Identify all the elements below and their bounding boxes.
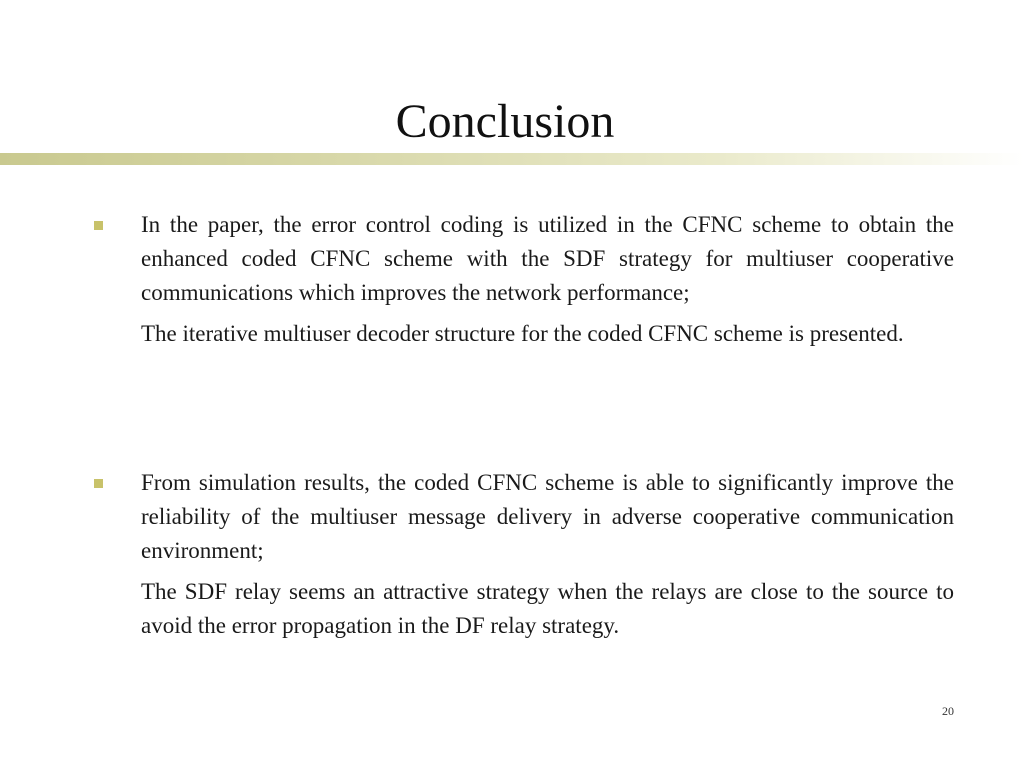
bullet-item [141, 208, 954, 351]
bullet-square-icon [94, 479, 103, 488]
page-number: 20 [942, 704, 954, 718]
slide-title: Conclusion [395, 95, 615, 148]
bullet-follow-text: The iterative multiuser decoder structure for the coded CFNC scheme is presented. [141, 321, 904, 346]
bullet-item [141, 466, 954, 643]
bullet-main-text: From simulation results, the coded CFNC scheme is able to significantly improve the reliability of the multiuser message delivery in adverse cooperative communication environment; [141, 470, 954, 563]
bullet-square-icon [94, 221, 103, 230]
bullet-follow-text: The SDF relay seems an attractive strategy when the relays are close to the source to avoid the error propagation in the DF relay strategy. [141, 579, 954, 638]
bullet-main-text: In the paper, the error control coding is utilized in the CFNC scheme to obtain the enhanced coded CFNC scheme with the SDF strategy for multiuser cooperative communications which improves the network performance; [141, 212, 954, 305]
